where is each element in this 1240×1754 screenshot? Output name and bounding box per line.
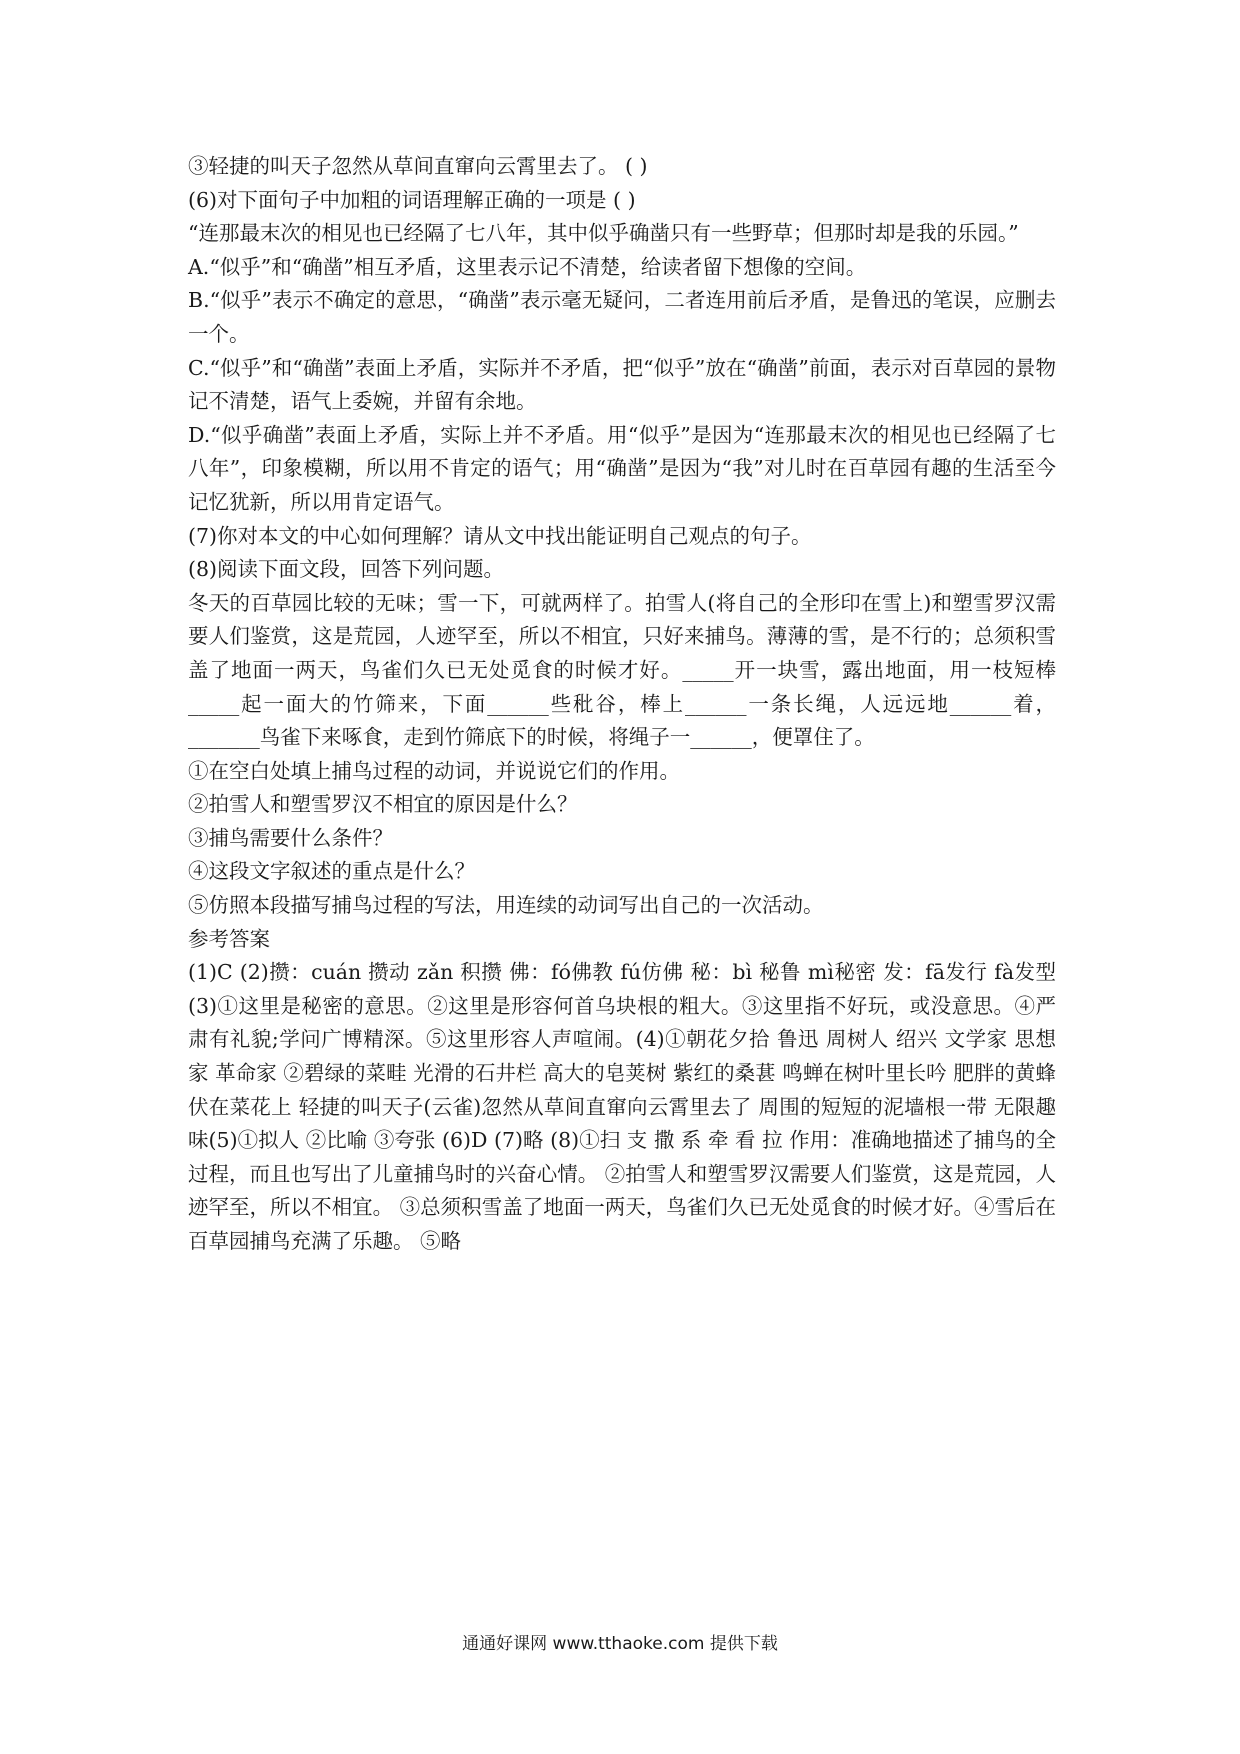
document-body bbox=[188, 150, 1056, 1259]
question-6-option-a: A.“似乎”和“确凿”相互矛盾，这里表示记不清楚，给读者留下想像的空间。 bbox=[188, 254, 867, 279]
page-footer: 通通好课网 www.tthaoke.com 提供下载 bbox=[462, 1634, 778, 1654]
question-6-option-d: D.“似乎确凿”表面上矛盾，实际上并不矛盾。用“似乎”是因为“连那最末次的相见也已经隔了七八年”，印象模糊，所以用不肯定的语气；用“确凿”是因为“我”对儿时在百草园有趣的生活至今记忆犹新，所以用肯定语气。 bbox=[188, 422, 1056, 514]
answers-text: (1)C (2)攒：cuán 攒动 zǎn 积攒 佛：fó佛教 fú仿佛 秘：bì 秘鲁 mì秘密 发：fā发行 fà发型 (3)①这里是秘密的意思。②这里是形容何首乌块根的粗大。③这里指不好玩，或没意思。④严肃有礼貌;学问广博精深。⑤这里形容人声喧闹。(4)①朝花夕拾 鲁迅 周树人 绍兴 文学家 思想家 革命家 ②碧绿的菜畦 光滑的石井栏 高大的皂荚树 紫红的桑葚 鸣蝉在树叶里长吟 肥胖的黄蜂伏在菜花上 轻捷的叫天子(云雀)忽然从草间直窜向云霄里去了 周围的短短的泥墙根一带 无限趣味(5)①拟人 ②比喻 ③夸张 (6)D (7)略 (8)①扫 支 撒 系 牵 看 拉 作用：准确地描述了捕鸟的全过程，而且也写出了儿童捕鸟时的兴奋心情。 ②拍雪人和塑雪罗汉需要人们鉴赏，这是荒园，人迹罕至，所以不相宜。 ③总须积雪盖了地面一两天，鸟雀们久已无处觅食的时候才好。④雪后在百草园捕鸟充满了乐趣。 ⑤略 bbox=[188, 960, 1056, 1253]
question-8-passage: 冬天的百草园比较的无味；雪一下，可就两样了。拍雪人(将自己的全形印在雪上)和塑雪罗汉需要人们鉴赏，这是荒园，人迹罕至，所以不相宜，只好来捕鸟。薄薄的雪，是不行的；总须积雪盖了地面一两天，鸟雀们久已无处觅食的时候才好。_____开一块雪，露出地面，用一枝短棒_____起一面大的竹筛来，下面______些秕谷，棒上______一条长绳，人远远地______着，_______鸟雀下来啄食，走到竹筛底下的时候，将绳子一______，便罩住了。 bbox=[188, 590, 1056, 750]
question-6-option-b: B.“似乎”表示不确定的意思，“确凿”表示毫无疑问，二者连用前后矛盾，是鲁迅的笔误，应删去一个。 bbox=[188, 288, 1056, 346]
question-8-sub-2: ②拍雪人和塑雪罗汉不相宜的原因是什么？ bbox=[188, 792, 578, 817]
question-8-sub-1: ①在空白处填上捕鸟过程的动词，并说说它们的作用。 bbox=[188, 758, 680, 783]
question-8-sub-4: ④这段文字叙述的重点是什么？ bbox=[188, 859, 475, 884]
question-8: (8)阅读下面文段，回答下列问题。 bbox=[188, 557, 505, 582]
question-6-option-c: C.“似乎”和“确凿”表面上矛盾，实际并不矛盾，把“似乎”放在“确凿”前面，表示对百草园的景物记不清楚，语气上委婉，并留有余地。 bbox=[188, 355, 1056, 414]
question-5-item-3: ③轻捷的叫天子忽然从草间直窜向云霄里去了。 ( ) bbox=[188, 154, 648, 178]
question-8-sub-3: ③捕鸟需要什么条件？ bbox=[188, 825, 393, 850]
question-8-sub-5: ⑤仿照本段描写捕鸟过程的写法，用连续的动词写出自己的一次活动。 bbox=[188, 893, 824, 918]
question-7: (7)你对本文的中心如何理解？请从文中找出能证明自己观点的句子。 bbox=[188, 523, 812, 548]
answers-heading: 参考答案 bbox=[188, 926, 270, 951]
question-6: (6)对下面句子中加粗的词语理解正确的一项是 ( ) bbox=[188, 187, 636, 212]
question-6-quote: “连那最末次的相见也已经隔了七八年，其中似乎确凿只有一些野草；但那时却是我的乐园。” bbox=[188, 221, 1019, 246]
